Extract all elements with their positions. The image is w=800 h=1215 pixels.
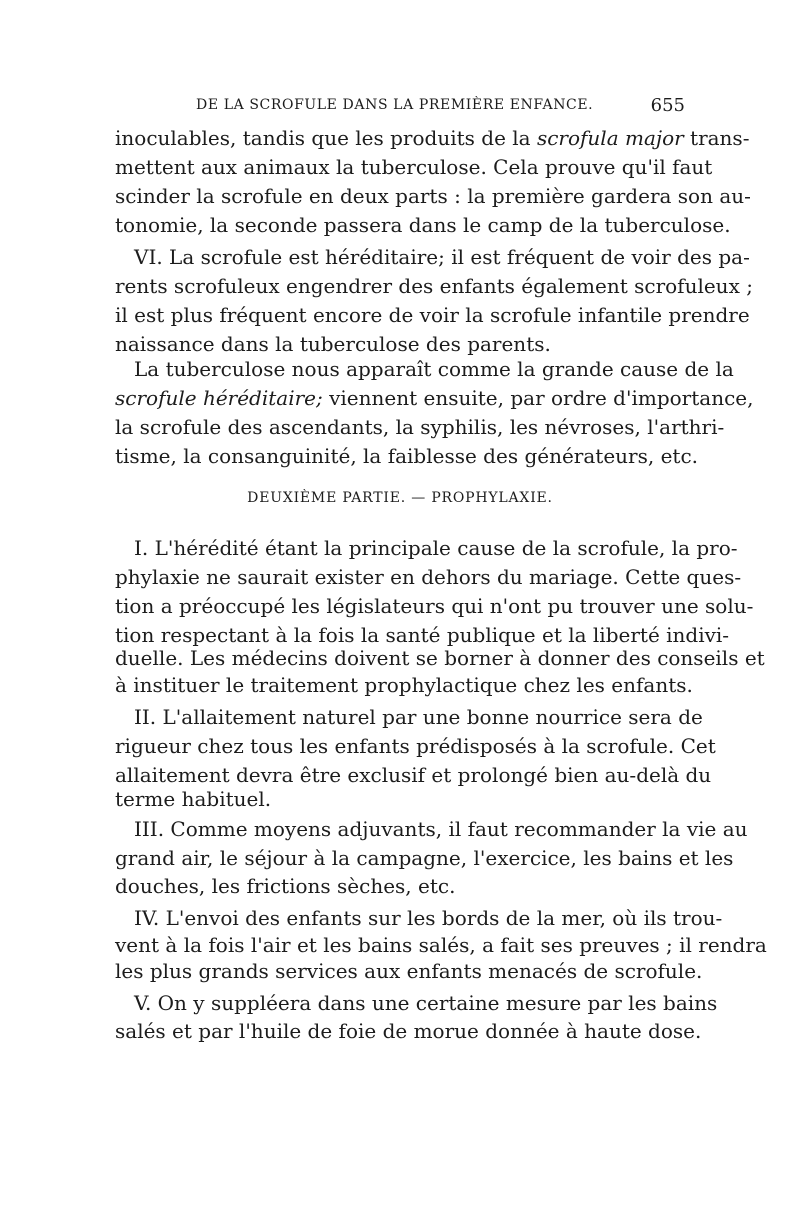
text-line: rigueur chez tous les enfants prédisposés à la scrofule. Cet: [115, 734, 716, 758]
text-line: vent à la fois l'air et les bains salés, a fait ses preuves ; il rendra: [115, 933, 767, 957]
text-line: rents scrofuleux engendrer des enfants également scrofuleux ;: [115, 274, 753, 298]
text-line: inoculables, tandis que les produits de la scrofula major trans-: [115, 126, 750, 150]
text-line: tion respectant à la fois la santé publique et la liberté indivi-: [115, 623, 730, 647]
page-number: 655: [650, 95, 685, 116]
text-line: I. L'hérédité étant la principale cause de la scrofule, la pro-: [134, 536, 738, 560]
running-header: [115, 95, 685, 119]
text-line: II. L'allaitement naturel par une bonne nourrice sera de: [134, 705, 703, 729]
text-line: douches, les frictions sèches, etc.: [115, 874, 456, 898]
text-line: la scrofule des ascendants, la syphilis, les névroses, l'arthri-: [115, 415, 725, 439]
text-line: à instituer le traitement prophylactique chez les enfants.: [115, 673, 693, 697]
running-title: DE LA SCROFULE DANS LA PREMIÈRE ENFANCE.: [196, 97, 594, 113]
text-line: tion a préoccupé les législateurs qui n'ont pu trouver une solu-: [115, 594, 754, 618]
italic-term: scrofule héréditaire;: [115, 386, 323, 410]
text-line: naissance dans la tuberculose des parents.: [115, 332, 551, 356]
text-line: tisme, la consanguinité, la faiblesse des générateurs, etc.: [115, 444, 699, 468]
latin-term: scrofula major: [536, 126, 684, 150]
text-line: allaitement devra être exclusif et prolongé bien au-delà du: [115, 763, 712, 787]
text-line: il est plus fréquent encore de voir la scrofule infantile prendre: [115, 303, 750, 327]
text-line: III. Comme moyens adjuvants, il faut recommander la vie au: [134, 817, 748, 841]
text-line: tonomie, la seconde passera dans le camp de la tuberculose.: [115, 213, 731, 237]
text-line: scinder la scrofule en deux parts : la première gardera son au-: [115, 184, 751, 208]
text-line: phylaxie ne saurait exister en dehors du mariage. Cette ques-: [115, 565, 742, 589]
text-line: V. On y suppléera dans une certaine mesure par les bains: [134, 991, 718, 1015]
text-line: IV. L'envoi des enfants sur les bords de la mer, où ils trou-: [134, 906, 723, 930]
text-line: mettent aux animaux la tuberculose. Cela prouve qu'il faut: [115, 155, 713, 179]
text-line: La tuberculose nous apparaît comme la grande cause de la: [134, 357, 734, 381]
text-line: les plus grands services aux enfants menacés de scrofule.: [115, 959, 703, 983]
text-line: VI. La scrofule est héréditaire; il est fréquent de voir des pa-: [134, 245, 750, 269]
text-line: duelle. Les médecins doivent se borner à donner des conseils et: [115, 646, 765, 670]
section-heading: DEUXIÈME PARTIE. — PROPHYLAXIE.: [247, 490, 553, 506]
text-line: terme habituel.: [115, 787, 272, 811]
text-line: grand air, le séjour à la campagne, l'exercice, les bains et les: [115, 846, 734, 870]
text-line: scrofule héréditaire; viennent ensuite, par ordre d'importance,: [115, 386, 754, 410]
text-line: salés et par l'huile de foie de morue donnée à haute dose.: [115, 1019, 702, 1043]
